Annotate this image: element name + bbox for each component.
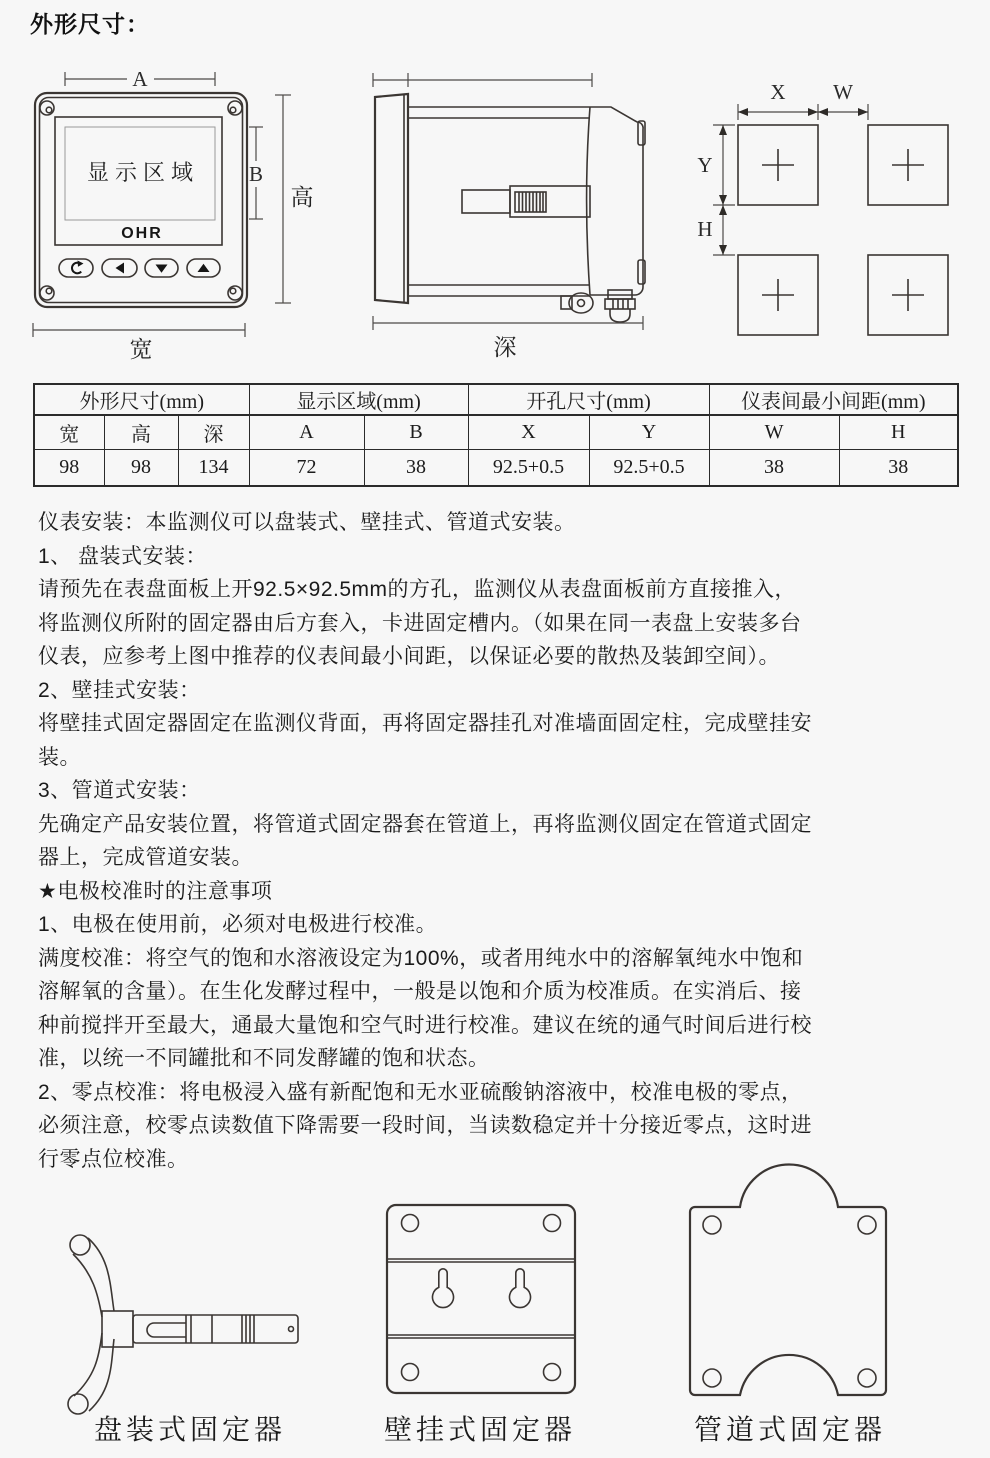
up-arrow-icon [198, 264, 210, 272]
panel-fixture-label: 盘装式固定器 [93, 1415, 286, 1446]
dim-width [33, 323, 245, 362]
text-line: 3、管道式安装： [38, 779, 201, 802]
col-width: 宽 [34, 415, 104, 450]
dim-label-h: H [697, 217, 713, 241]
slide-clamp [462, 186, 590, 217]
text-line: 必须注意，校零点读数值下降需要一段时间，当读数稳定并十分接近零点，这时进 [38, 1114, 812, 1137]
val-y: 92.5+0.5 [589, 450, 709, 487]
text-line: 1、 盘装式安装： [38, 544, 208, 568]
pipe-fixture-figure [688, 1158, 893, 1398]
display-area-label: 显示区域 [86, 160, 200, 185]
side-view-figure [365, 63, 665, 363]
col-h: H [839, 415, 958, 450]
device-side-outline [375, 94, 645, 322]
text-line: ★电极校准时的注意事项 [38, 879, 273, 903]
text-line: 先确定产品安装位置，将管道式固定器套在管道上，再将监测仪固定在管道式固定 [38, 812, 812, 836]
dim-depth [373, 316, 643, 360]
text-line: 2、壁挂式安装： [38, 678, 201, 702]
corner-screws [40, 101, 242, 300]
text-line: 仪表，应参考上图中推荐的仪表间最小间距，以保证必要的散热及装卸空间）。 [38, 645, 780, 668]
table-group-header-row [34, 384, 958, 415]
group-cutout-size: 开孔尺寸(mm) [468, 384, 709, 415]
group-display-area: 显示区域(mm) [249, 384, 468, 415]
left-arrow-icon [116, 263, 125, 274]
dim-height [275, 95, 314, 303]
dim-label-height: 高 [290, 185, 314, 210]
dim-y [697, 125, 735, 205]
text-line: 器上，完成管道安装。 [38, 846, 253, 869]
dim-label-b: B [248, 162, 264, 186]
col-x: X [468, 415, 589, 450]
front-buttons [59, 259, 220, 277]
installation-text [38, 506, 958, 1176]
group-outline-dims: 外形尺寸(mm) [34, 384, 249, 415]
page-title: 外形尺寸： [30, 11, 150, 37]
down-arrow-icon [156, 265, 168, 273]
text-line: 溶解氧的含量）。在生化发酵过程中，一般是以饱和介质为校准质。在实消后、接 [38, 980, 802, 1003]
col-height: 高 [104, 415, 178, 450]
val-h: 38 [839, 450, 958, 487]
text-line: 将壁挂式固定器固定在监测仪背面，再将固定器挂孔对准墙面固定柱，完成壁挂安 [38, 712, 812, 735]
side-top-dim [373, 73, 592, 87]
dimensions-table [33, 383, 959, 487]
panel-fixture-figure [40, 1212, 340, 1422]
text-line: 2、零点校准：将电极浸入盛有新配饱和无水亚硫酸钠溶液中，校准电极的零点， [38, 1080, 803, 1104]
dim-label-width: 宽 [129, 337, 153, 362]
text-line: 装。 [38, 745, 81, 769]
val-height: 98 [104, 450, 178, 487]
val-b: 38 [364, 450, 468, 487]
table-column-header-row [34, 415, 958, 450]
brand-label: OHR [121, 225, 163, 242]
text-line: 请预先在表盘面板上开92.5×92.5mm的方孔，监测仪从表盘面板前方直接推入， [38, 578, 796, 601]
dim-label-y: Y [697, 153, 713, 177]
dim-b [249, 127, 263, 219]
text-line: 仪表安装：本监测仪可以盘装式、壁挂式、管道式安装。 [38, 511, 576, 534]
col-a: A [249, 415, 364, 450]
dim-x [738, 80, 818, 120]
val-depth: 134 [178, 450, 249, 487]
keyhole-slots [433, 1269, 531, 1308]
text-line: 准，以统一不同罐批和不同发酵罐的饱和状态。 [38, 1047, 490, 1070]
text-line: 满度校准：将空气的饱和水溶液设定为100%，或者用纯水中的溶解氧纯水中饱和 [38, 946, 804, 970]
front-view-figure [25, 63, 315, 363]
group-min-spacing: 仪表间最小间距(mm) [709, 384, 958, 415]
col-depth: 深 [178, 415, 249, 450]
dim-a [65, 67, 215, 91]
text-line: 行零点位校准。 [38, 1147, 189, 1171]
hole-pattern-figure [695, 80, 960, 383]
col-w: W [709, 415, 839, 450]
val-x: 92.5+0.5 [468, 450, 589, 487]
dim-label-depth: 深 [493, 335, 517, 360]
pipe-fixture-label: 管道式固定器 [693, 1415, 886, 1446]
wall-fixture-label: 壁挂式固定器 [383, 1415, 576, 1446]
text-line: 种前搅拌开至最大，通最大量饱和空气时进行校准。建议在统的通气时间后进行校 [38, 1013, 812, 1037]
col-y: Y [589, 415, 709, 450]
device-front-outline [35, 93, 247, 307]
text-line: 1、电极在使用前，必须对电极进行校准。 [38, 913, 438, 936]
col-b: B [364, 415, 468, 450]
rotate-ccw-icon [72, 261, 84, 274]
dim-w [818, 80, 868, 120]
dim-label-a: A [132, 67, 148, 91]
text-line: 将监测仪所附的固定器由后方套入，卡进固定槽内。（如果在同一表盘上安装多台 [38, 611, 802, 635]
val-width: 98 [34, 450, 104, 487]
cutout-squares [738, 125, 948, 335]
val-w: 38 [709, 450, 839, 487]
dim-label-w: W [833, 80, 853, 104]
dim-h [697, 205, 735, 255]
wall-fixture-figure [385, 1200, 585, 1400]
val-a: 72 [249, 450, 364, 487]
table-value-row [34, 450, 958, 487]
dim-label-x: X [770, 80, 786, 104]
